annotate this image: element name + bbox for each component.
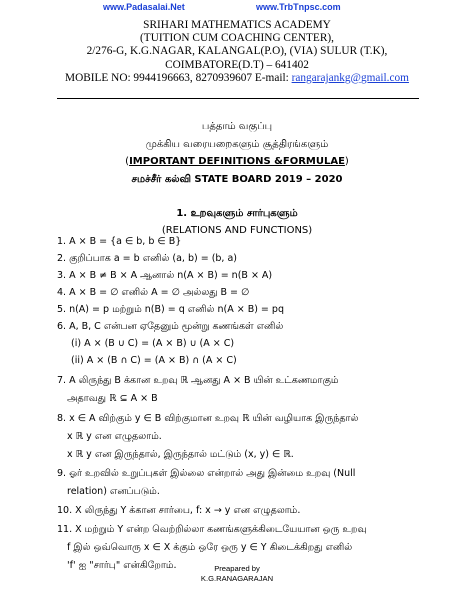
site-link-trbtnpsc[interactable]: www.TrbTnpsc.com bbox=[256, 2, 341, 12]
list-item: 2. குறிப்பாக a = b எனில் (a, b) = (b, a) bbox=[57, 253, 238, 264]
author-name: K.G.RANAGARAJAN bbox=[200, 574, 274, 583]
list-item: 9. ஓர் உறவில் உறுப்புகள் இல்லை என்றால் அது இன்மை உறவு (Null bbox=[57, 468, 356, 479]
list-item: x ℝ y என இருந்தால், இருந்தால் மட்டும் (x, y) ∈ ℝ. bbox=[67, 449, 294, 460]
section-subtitle: (RELATIONS AND FUNCTIONS) bbox=[161, 225, 313, 236]
document-subtitle: முக்கிய வரையறைகளும் சூத்திரங்களும் bbox=[145, 138, 329, 150]
email-link[interactable]: rangarajankg@gmail.com bbox=[291, 71, 409, 84]
list-item: f இல் ஒவ்வொரு x ∈ X க்கும் ஒரே ஒரு y ∈ Y கிடைக்கிறது எனில் bbox=[67, 542, 353, 553]
list-item: x ℝ y என எழுதலாம். bbox=[67, 431, 162, 442]
section-title: 1. உறவுகளும் சார்புகளும் bbox=[176, 208, 298, 219]
academy-tagline: (TUITION CUM COACHING CENTER), bbox=[140, 32, 334, 45]
board-title: சமச்சீர் கல்வி STATE BOARD 2019 – 2020 bbox=[131, 173, 343, 185]
list-item: 10. X லிருந்து Y க்கான சார்பை, f: x → y என எழுதலாம். bbox=[57, 505, 301, 516]
contact-text: MOBILE NO: 9944196663, 8270939607 E-mail: bbox=[65, 71, 292, 84]
footer bbox=[0, 564, 474, 584]
list-item: 1. A × B = {a ∈ b, b ∈ B} bbox=[57, 236, 182, 247]
list-item: அதாவது ℝ ⊆ A × B bbox=[67, 393, 158, 404]
academy-name: SRIHARI MATHEMATICS ACADEMY bbox=[143, 19, 331, 31]
prepared-by-label: Preapared by bbox=[214, 564, 260, 573]
list-item: (i) A × (B ∪ C) = (A × B) ∪ (A × C) bbox=[71, 338, 235, 349]
header-divider bbox=[57, 98, 419, 99]
class-title: பத்தாம் வகுப்பு bbox=[201, 121, 273, 132]
important-heading: (IMPORTANT DEFINITIONS &FORMULAE) bbox=[125, 156, 349, 167]
list-item: (ii) A × (B ∩ C) = (A × B) ∩ (A × C) bbox=[71, 355, 237, 366]
top-header bbox=[0, 2, 474, 14]
list-item: 11. X மற்றும் Y என்ற வெற்றில்லா கணங்களுக்கிடையேயான ஒரு உறவு bbox=[57, 524, 367, 535]
list-item: 8. x ∈ A விற்கும் y ∈ B விற்குமான உறவு ℝ யின் வழியாக இருந்தால் bbox=[57, 413, 359, 424]
list-item: 3. A × B ≠ B × A ஆனால் n(A × B) = n(B × A) bbox=[57, 270, 273, 281]
academy-address-block bbox=[0, 19, 474, 85]
list-item: 7. A லிருந்து B க்கான உறவு ℝ ஆனது A × B யின் உட்கணமாகும் bbox=[57, 375, 339, 386]
list-item: relation) எனப்படும். bbox=[67, 486, 160, 497]
list-item: 'f' ஐ "சார்பு" என்கிறோம். bbox=[67, 560, 177, 571]
list-item: 5. n(A) = p மற்றும் n(B) = q எனில் n(A × B) = pq bbox=[57, 304, 284, 315]
academy-street: 2/276-G, K.G.NAGAR, KALANGAL(P.O), (VIA) SULUR (T.K), bbox=[86, 45, 388, 58]
academy-contact bbox=[0, 72, 474, 85]
site-link-padasalai[interactable]: www.Padasalai.Net bbox=[103, 2, 185, 12]
section-heading bbox=[0, 205, 474, 239]
academy-city: COIMBATORE(D.T) – 641402 bbox=[165, 58, 309, 71]
list-item: 6. A, B, C என்பன ஏதேனும் மூன்று கணங்கள் எனில் bbox=[57, 321, 284, 332]
list-item: 4. A × B = ∅ எனில் A = ∅ அல்லது B = ∅ bbox=[57, 287, 250, 298]
title-block bbox=[0, 118, 474, 188]
important-label: IMPORTANT DEFINITIONS &FORMULAE bbox=[129, 156, 345, 167]
